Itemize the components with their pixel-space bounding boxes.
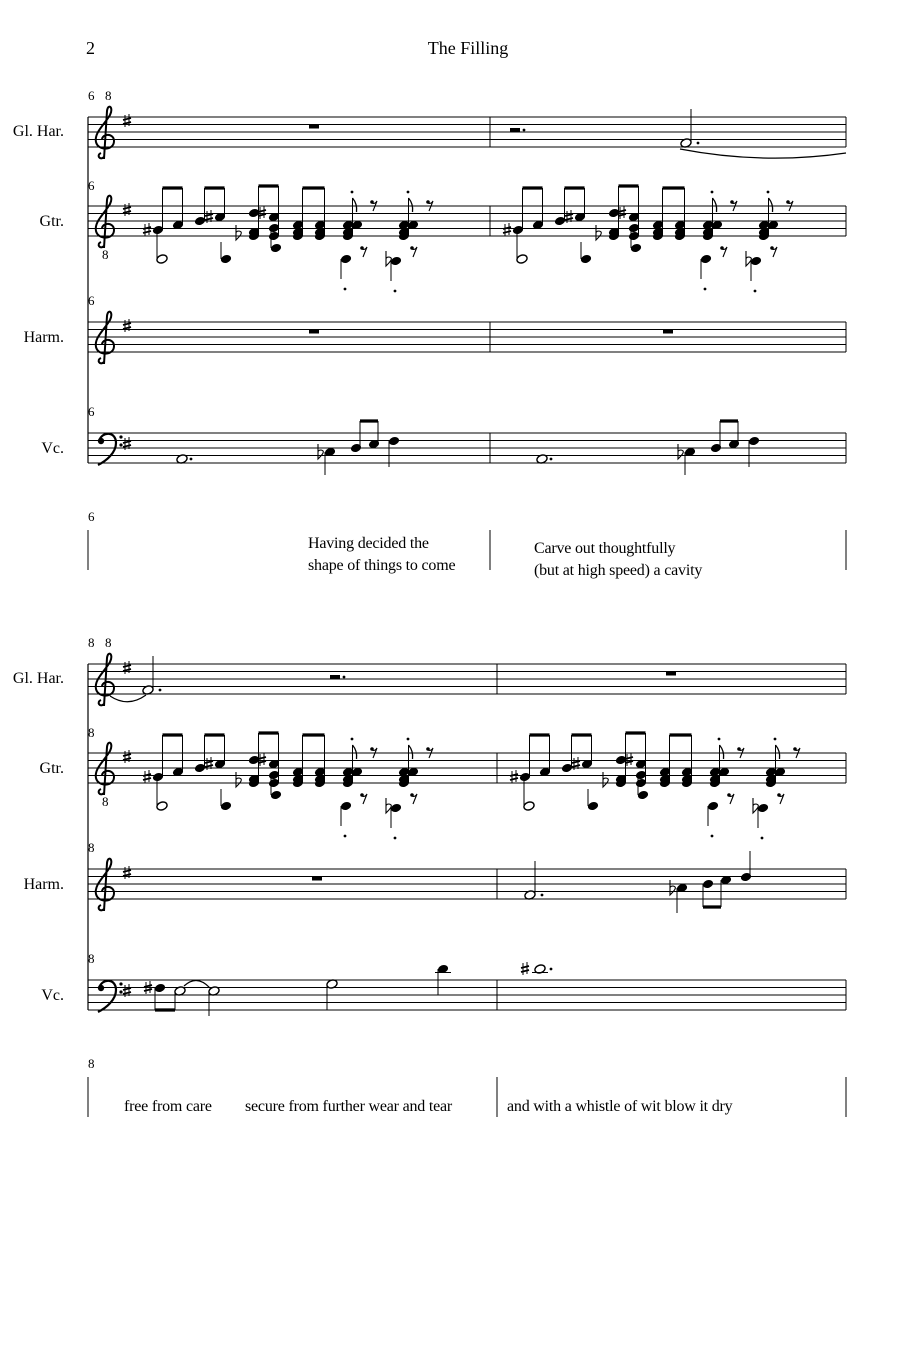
tie — [680, 149, 846, 158]
flat-sign — [603, 772, 608, 787]
sharp-sign — [503, 223, 511, 236]
tie — [110, 695, 146, 702]
measure-number: 6 — [88, 509, 95, 524]
staccato-dot — [774, 738, 777, 741]
sharp-sign — [510, 770, 518, 783]
instrument-label: Gl. Har. — [12, 123, 64, 140]
flat-sign — [236, 225, 241, 240]
dot — [550, 458, 553, 461]
flat-sign — [236, 772, 241, 787]
note-head — [748, 436, 760, 447]
sharp-sign — [625, 753, 633, 766]
whole-rest — [663, 330, 673, 334]
measure-number: 6 — [88, 404, 95, 419]
page-number: 2 — [86, 38, 95, 58]
key-signature-sharp — [123, 750, 131, 763]
treble-clef — [96, 743, 114, 795]
eighth-rest — [777, 793, 784, 804]
treble-clef — [96, 312, 114, 364]
instrument-label: Gtr. — [39, 213, 64, 230]
instrument-label: Vc. — [41, 987, 64, 1004]
instrument-label: Harm. — [23, 876, 64, 893]
bass-note-head — [700, 254, 712, 265]
treble-clef — [96, 654, 114, 706]
page-title: The Filling — [427, 38, 509, 58]
octave-mark: 8 — [102, 247, 109, 262]
bass-note-head — [270, 790, 282, 801]
flag — [353, 745, 357, 759]
bass-clef-dot — [98, 985, 104, 991]
eighth-rest — [410, 793, 417, 804]
staccato-dot — [711, 191, 714, 194]
sharp-sign — [258, 206, 266, 219]
eighth-rest — [720, 246, 727, 257]
lyric-line: shape of things to come — [308, 557, 456, 574]
lyric-line: free from care — [124, 1098, 212, 1115]
treble-clef — [96, 196, 114, 248]
dot — [697, 142, 700, 145]
half-rest — [510, 128, 520, 132]
bass-note-head — [220, 254, 232, 265]
dot — [523, 129, 526, 132]
lyric-line: (but at high speed) a cavity — [534, 562, 703, 579]
measure-number: 8 — [88, 1056, 95, 1071]
lyric-line: secure from further wear and tear — [245, 1098, 453, 1115]
sharp-sign — [258, 753, 266, 766]
staccato-dot — [344, 835, 347, 838]
bass-note-head — [390, 256, 402, 267]
flag — [409, 198, 413, 212]
measure-number: 8 — [88, 725, 95, 740]
octave-mark: 8 — [102, 794, 109, 809]
eighth-rest — [410, 246, 417, 257]
whole-rest — [312, 877, 322, 881]
eighth-rest — [727, 793, 734, 804]
notes-layer — [110, 109, 846, 1016]
eighth-rest — [360, 793, 367, 804]
eighth-rest — [770, 246, 777, 257]
dot — [159, 689, 162, 692]
tie — [184, 980, 210, 988]
lyric-line: and with a whistle of wit blow it dry — [507, 1098, 733, 1115]
instrument-label: Gtr. — [39, 760, 64, 777]
bass-clef-dot — [119, 435, 122, 438]
measure-number: 6 — [88, 293, 95, 308]
instrument-label: Gl. Har. — [12, 670, 64, 687]
flat-sign — [670, 880, 675, 895]
eighth-rest — [360, 246, 367, 257]
staccato-dot — [767, 191, 770, 194]
bass-note-head — [630, 243, 642, 254]
dot — [190, 458, 193, 461]
staccato-dot — [394, 290, 397, 293]
staccato-dot — [351, 191, 354, 194]
staccato-dot — [718, 738, 721, 741]
bass-clef-dot — [98, 438, 104, 444]
flat-sign — [318, 444, 323, 459]
sharp-sign — [143, 770, 151, 783]
measure-number: 8 — [88, 840, 95, 855]
staccato-dot — [351, 738, 354, 741]
instrument-label: Harm. — [23, 329, 64, 346]
flag — [353, 198, 357, 212]
sharp-sign — [143, 223, 151, 236]
note-head — [154, 983, 166, 994]
bass-note-head — [757, 803, 769, 814]
bass-note-head — [516, 254, 528, 265]
sharp-sign — [521, 962, 529, 975]
bass-note-head — [270, 243, 282, 254]
bass-note-head — [220, 801, 232, 812]
dot — [343, 676, 346, 679]
half-rest — [330, 675, 340, 679]
octave-mark: 8 — [105, 88, 112, 103]
whole-rest — [666, 672, 676, 676]
whole-rest — [309, 330, 319, 334]
staccato-dot — [407, 191, 410, 194]
staccato-dot — [344, 288, 347, 291]
bass-note-head — [523, 801, 535, 812]
bass-note-head — [390, 803, 402, 814]
flat-sign — [678, 444, 683, 459]
flag — [409, 745, 413, 759]
bass-note-head — [156, 254, 168, 265]
bass-note-head — [340, 801, 352, 812]
staccato-dot — [407, 738, 410, 741]
measure-number: 8 — [88, 951, 95, 966]
measure-number: 6 — [88, 88, 95, 103]
flat-sign — [596, 225, 601, 240]
bass-note-head — [580, 254, 592, 265]
measure-number: 8 — [88, 635, 95, 650]
staccato-dot — [754, 290, 757, 293]
whole-rest — [309, 125, 319, 129]
note-head — [388, 436, 400, 447]
bass-note-head — [637, 790, 649, 801]
bass-clef-dot — [119, 443, 122, 446]
staccato-dot — [394, 837, 397, 840]
bass-clef-dot — [119, 982, 122, 985]
lyric-line: Having decided the — [308, 535, 429, 552]
dot — [541, 894, 544, 897]
bass-note-head — [340, 254, 352, 265]
flag — [720, 745, 724, 759]
key-signature-sharp — [123, 319, 131, 332]
instrument-label: Vc. — [41, 440, 64, 457]
key-signature-sharp — [123, 114, 131, 127]
measure-number: 6 — [88, 178, 95, 193]
staccato-dot — [711, 835, 714, 838]
treble-clef — [96, 859, 114, 911]
staccato-dot — [704, 288, 707, 291]
flag — [713, 198, 717, 212]
bass-note-head — [587, 801, 599, 812]
sharp-sign — [618, 206, 626, 219]
note-head — [702, 879, 714, 890]
lyric-line: Carve out thoughtfully — [534, 540, 676, 557]
bass-note-head — [750, 256, 762, 267]
bass-clef-dot — [119, 990, 122, 993]
bass-note-head — [156, 801, 168, 812]
dot — [550, 968, 553, 971]
bass-note-head — [707, 801, 719, 812]
key-signature-sharp — [123, 203, 131, 216]
key-signature-sharp — [123, 866, 131, 879]
staff-layer — [88, 107, 846, 1117]
key-signature-sharp — [123, 661, 131, 674]
treble-clef — [96, 107, 114, 159]
staccato-dot — [761, 837, 764, 840]
octave-mark: 8 — [105, 635, 112, 650]
flag — [776, 745, 780, 759]
flag — [769, 198, 773, 212]
